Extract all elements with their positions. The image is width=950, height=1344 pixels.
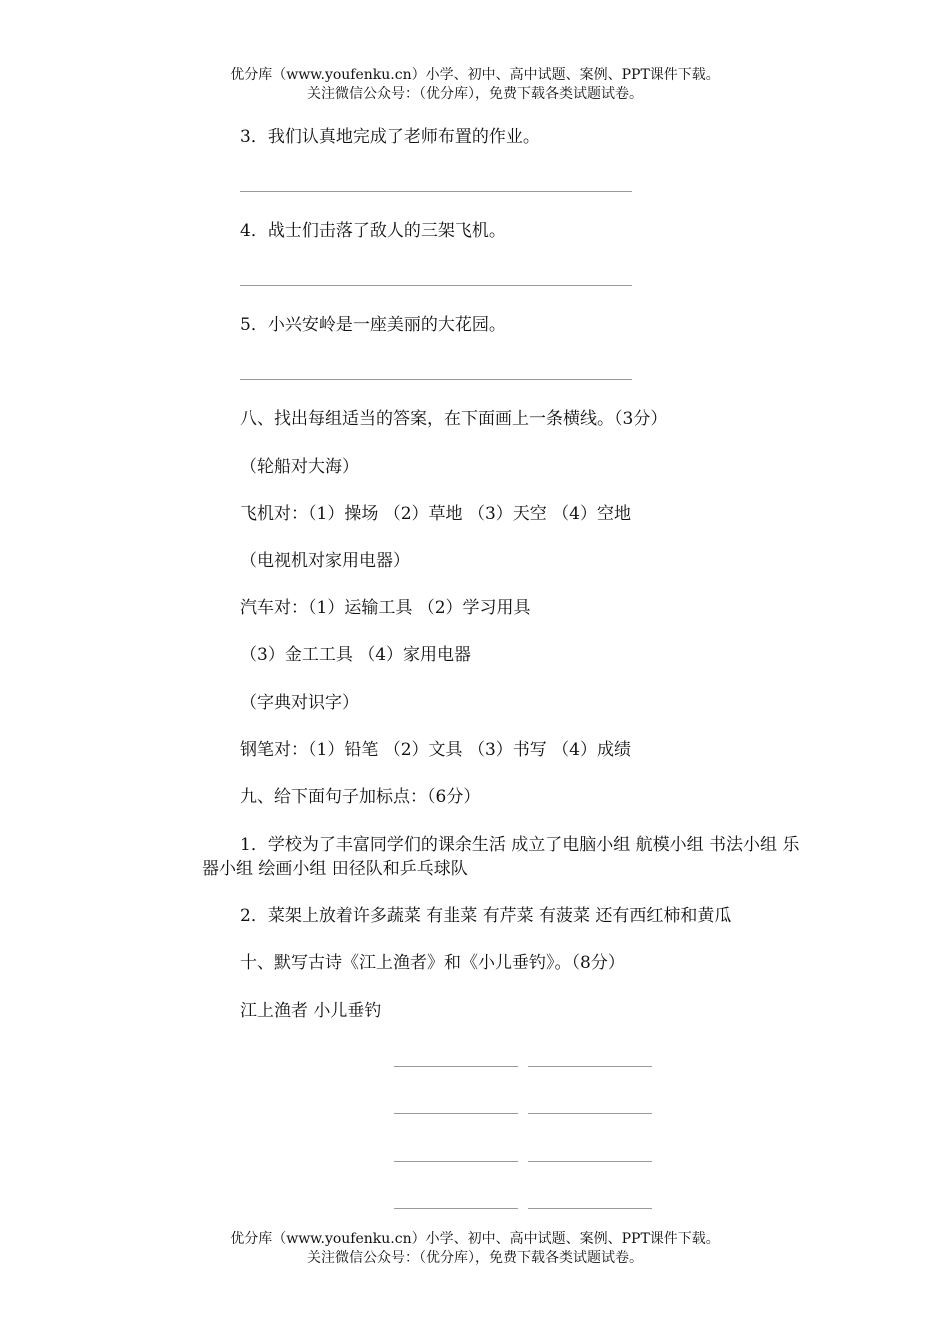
poem-2-line-2[interactable]	[528, 1113, 652, 1114]
poem-1-line-2[interactable]	[394, 1113, 518, 1114]
footer-line-1: 优分库（www.youfenku.cn）小学、初中、高中试题、案例、PPT课件下载。	[230, 1231, 720, 1247]
group-2-options-a: 汽车对：（1）运输工具 （2）学习用具	[240, 598, 531, 618]
page-footer	[0, 1230, 950, 1268]
header-line-1: 优分库（www.youfenku.cn）小学、初中、高中试题、案例、PPT课件下载。	[230, 67, 720, 83]
group-3-example: （字典对识字）	[240, 693, 359, 713]
poem-1-line-3[interactable]	[394, 1161, 518, 1162]
section-10-title: 十、默写古诗《江上渔者》和《小儿垂钓》。（8分）	[240, 953, 625, 973]
section-9-title: 九、给下面句子加标点：（6分）	[240, 787, 481, 807]
poem-1-line-1[interactable]	[394, 1066, 518, 1067]
group-1-options: 飞机对：（1）操场 （2）草地 （3）天空 （4）空地	[240, 504, 631, 524]
poem-2-line-4[interactable]	[528, 1208, 652, 1209]
page-header	[0, 66, 950, 104]
answer-line-3[interactable]	[240, 191, 632, 192]
question-5: 5．小兴安岭是一座美丽的大花园。	[240, 315, 506, 335]
question-3: 3．我们认真地完成了老师布置的作业。	[240, 127, 540, 147]
group-2-example: （电视机对家用电器）	[240, 551, 410, 571]
header-line-2: 关注微信公众号：（优分库），免费下载各类试题试卷。	[307, 86, 643, 102]
group-2-options-b: （3）金工工具 （4）家用电器	[240, 645, 472, 665]
poem-titles: 江上渔者 小儿垂钓	[240, 1001, 382, 1021]
group-1-example: （轮船对大海）	[240, 457, 359, 477]
poem-2-line-3[interactable]	[528, 1161, 652, 1162]
poem-1-line-4[interactable]	[394, 1208, 518, 1209]
group-3-options: 钢笔对：（1）铅笔 （2）文具 （3）书写 （4）成绩	[240, 740, 631, 760]
question-4: 4．战士们击落了敌人的三架飞机。	[240, 221, 506, 241]
punctuation-item-2: 2．菜架上放着许多蔬菜 有韭菜 有芹菜 有菠菜 还有西红柿和黄瓜	[240, 906, 732, 926]
punctuation-item-1: 1．学校为了丰富同学们的课余生活 成立了电脑小组 航模小组 书法小组 乐器小组 绘画小组 田径队和乒乓球队	[202, 835, 800, 879]
answer-line-4[interactable]	[240, 285, 632, 286]
section-8-title: 八、找出每组适当的答案，在下面画上一条横线。（3分）	[240, 409, 668, 429]
answer-line-5[interactable]	[240, 379, 632, 380]
poem-2-line-1[interactable]	[528, 1066, 652, 1067]
footer-line-2: 关注微信公众号：（优分库），免费下载各类试题试卷。	[307, 1250, 643, 1266]
